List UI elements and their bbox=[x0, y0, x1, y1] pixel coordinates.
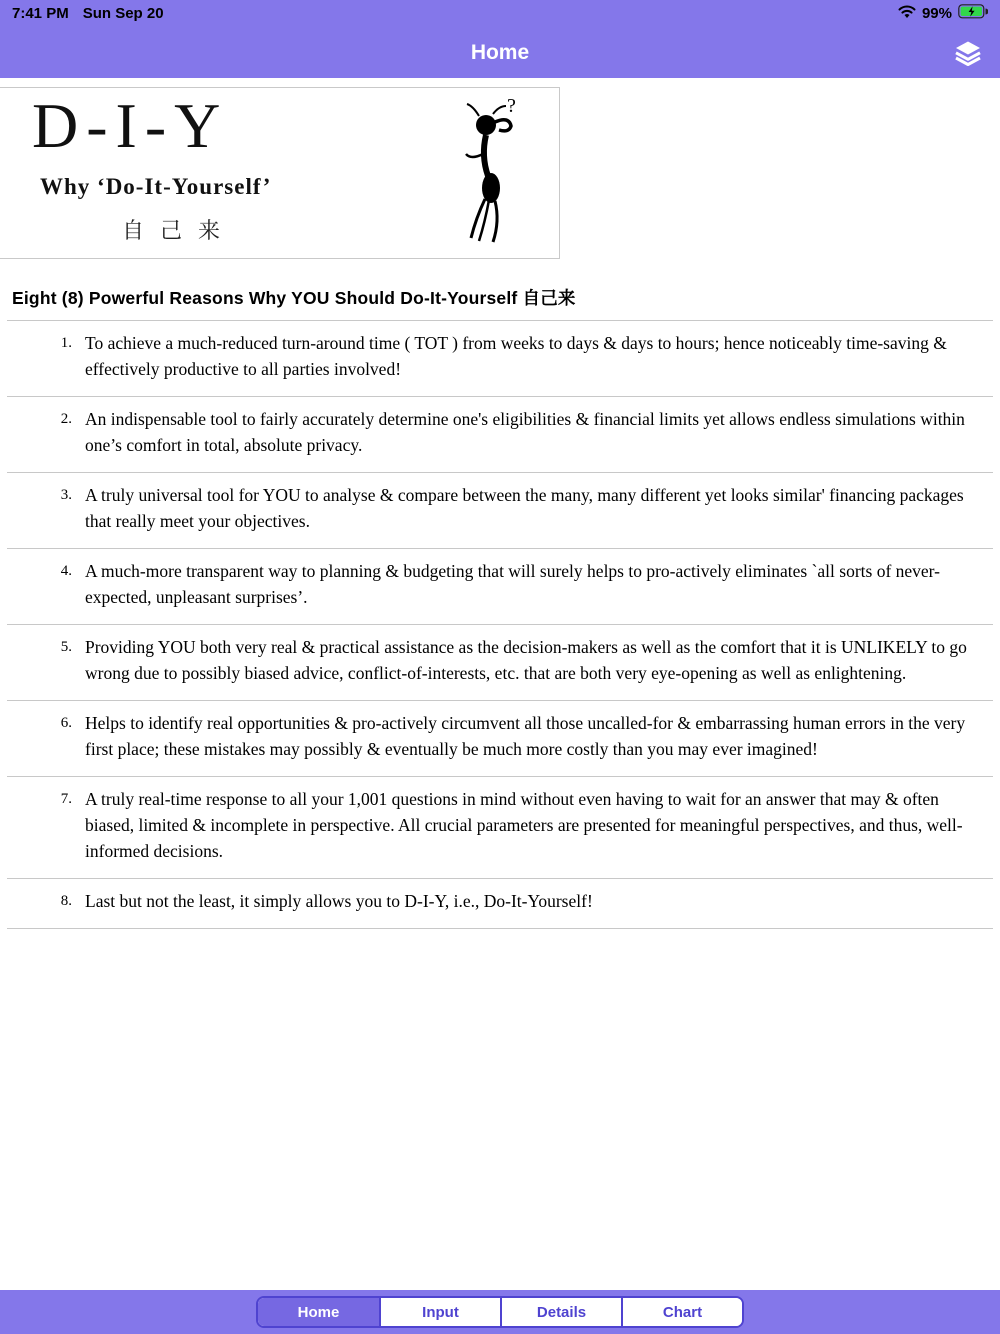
list-item-text: A truly real-time response to all your 1,001 questions in mind without even having to wait for an answer that may & often biased, limited & incomplete in perspective. All crucial parameters are presented for meaningful perspectives, and thus, well-informed decisions. bbox=[85, 789, 963, 861]
list-item-text: A much-more transparent way to planning & budgeting that will surely helps to pro-actively eliminates `all sorts of never-expected, unpleasant surprises’. bbox=[85, 561, 940, 607]
list-item bbox=[7, 700, 993, 776]
status-date: Sun Sep 20 bbox=[82, 5, 164, 22]
list-item bbox=[7, 878, 993, 929]
list-item bbox=[7, 396, 993, 472]
logo-chinese: 自己来 bbox=[122, 218, 237, 243]
segmented-control bbox=[256, 1296, 744, 1328]
list-item-number: 6. bbox=[60, 715, 72, 731]
logo-title: D-I-Y bbox=[32, 90, 229, 161]
page-title: Home bbox=[470, 40, 530, 64]
list-item bbox=[7, 624, 993, 700]
layers-button[interactable] bbox=[954, 40, 982, 66]
list-item-text: Last but not the least, it simply allows you to D-I-Y, i.e., Do-It-Yourself! bbox=[85, 891, 593, 911]
list-item-number: 4. bbox=[60, 563, 72, 579]
reasons-list bbox=[7, 320, 993, 929]
layers-icon bbox=[954, 54, 982, 69]
logo-subtitle: Why ‘Do-It-Yourself’ bbox=[40, 174, 272, 199]
section-heading: Eight (8) Powerful Reasons Why YOU Should Do-It-Yourself 自己来 bbox=[12, 288, 576, 308]
tab-chart[interactable]: Chart bbox=[621, 1298, 742, 1326]
list-item-text: A truly universal tool for YOU to analyse & compare between the many, many different yet looks similar' financing packages that really meet your objectives. bbox=[85, 485, 964, 531]
tab-home[interactable]: Home bbox=[258, 1298, 379, 1326]
wifi-icon bbox=[898, 5, 916, 23]
list-item-text: An indispensable tool to fairly accurately determine one's eligibilities & financial limits yet allows endless simulations within one’s comfort in total, absolute privacy. bbox=[85, 409, 965, 455]
thinking-ant-figure bbox=[449, 96, 541, 246]
status-time: 7:41 PM bbox=[12, 5, 69, 22]
tab-bar bbox=[0, 1290, 1000, 1334]
list-item bbox=[7, 472, 993, 548]
list-item-text: Providing YOU both very real & practical assistance as the decision-makers as well as the comfort that it is UNLIKELY to go wrong due to possibly biased advice, conflict-of-interests, etc. that are both very eye-opening as well as enlightening. bbox=[85, 637, 967, 683]
tab-input[interactable]: Input bbox=[379, 1298, 500, 1326]
list-item-number: 1. bbox=[60, 335, 72, 351]
list-item bbox=[7, 548, 993, 624]
list-item-number: 7. bbox=[60, 791, 72, 807]
list-item bbox=[7, 776, 993, 878]
list-item bbox=[7, 320, 993, 396]
logo-section bbox=[0, 87, 560, 259]
status-bar bbox=[0, 0, 1000, 27]
list-item-text: Helps to identify real opportunities & pro-actively circumvent all those uncalled-for & embarrassing human errors in the very first place; these mistakes may possibly & eventually be much more costly than you may ever imagined! bbox=[85, 713, 966, 759]
list-item-number: 8. bbox=[60, 893, 72, 909]
list-item-number: 3. bbox=[60, 487, 72, 503]
list-item-number: 2. bbox=[60, 411, 72, 427]
svg-text:?: ? bbox=[507, 96, 516, 117]
battery-percent: 99% bbox=[921, 5, 952, 22]
nav-bar bbox=[0, 27, 1000, 78]
battery-charging-icon bbox=[958, 4, 988, 23]
list-item-number: 5. bbox=[60, 639, 72, 655]
list-item-text: To achieve a much-reduced turn-around time ( TOT ) from weeks to days & days to hours; hence noticeably time-saving & effectively productive to all parties involved! bbox=[85, 333, 947, 379]
status-left bbox=[12, 5, 178, 22]
tab-details[interactable]: Details bbox=[500, 1298, 621, 1326]
status-right bbox=[898, 4, 988, 23]
